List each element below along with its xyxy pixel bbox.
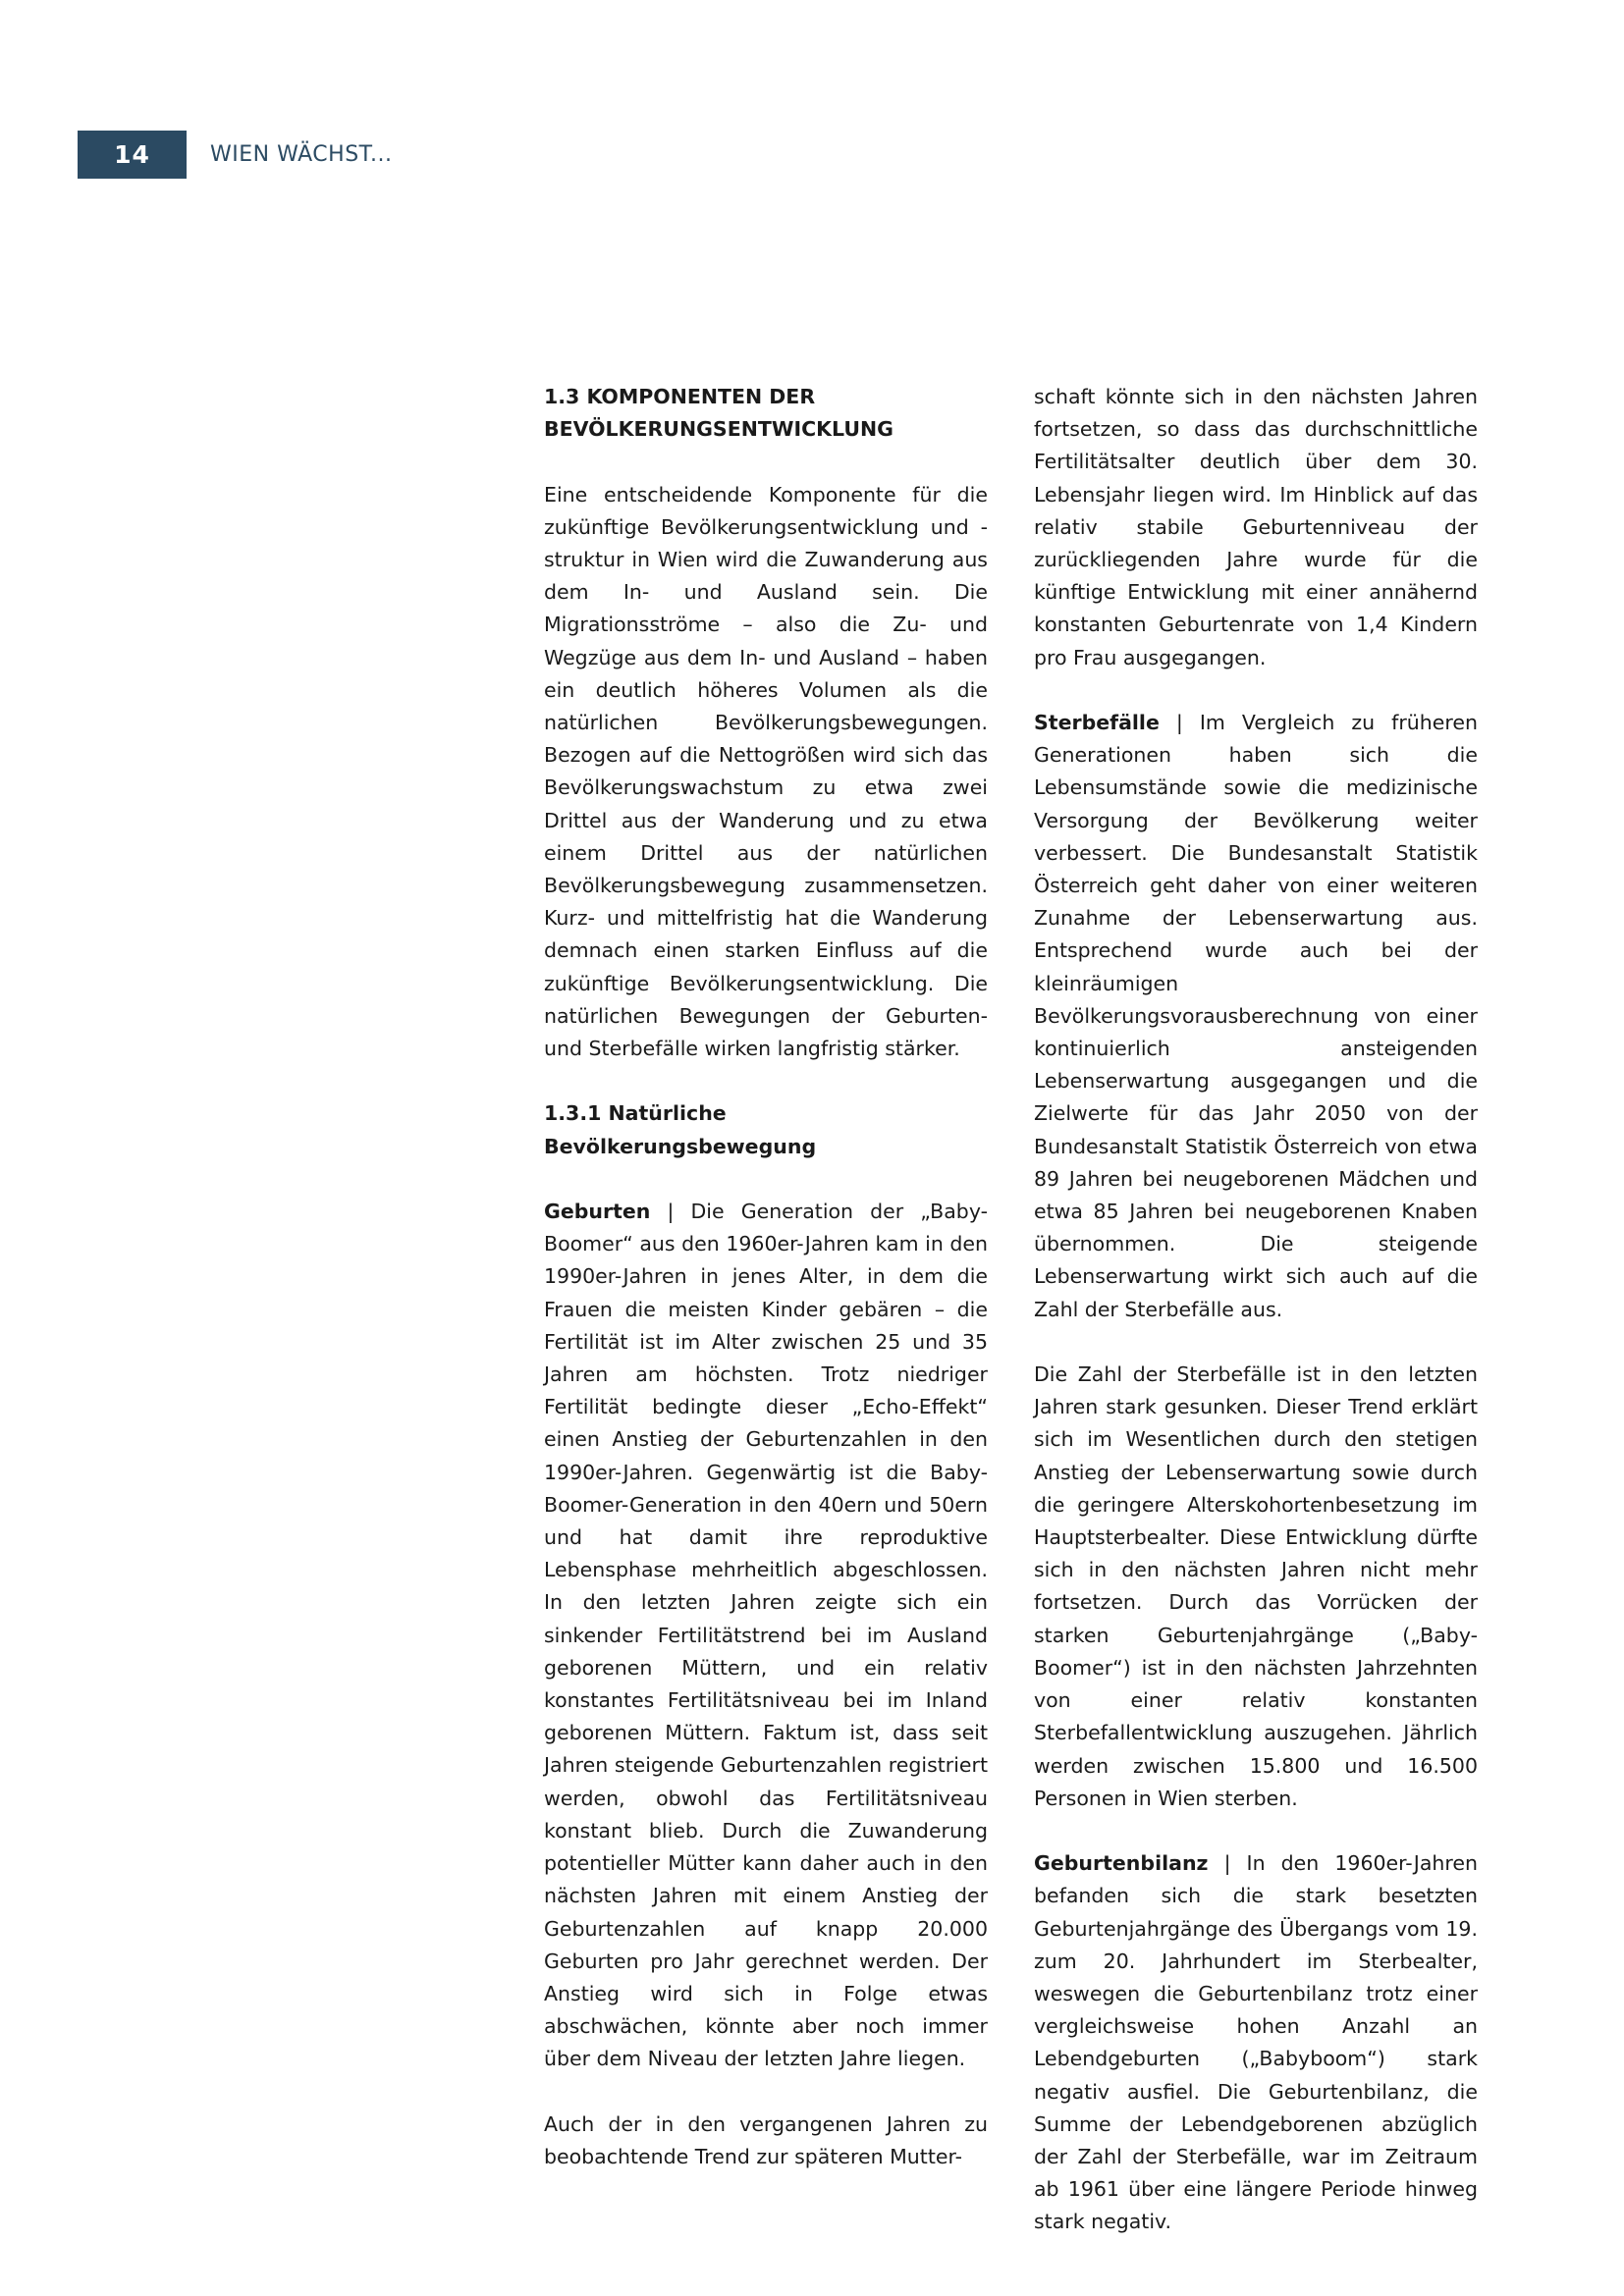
paragraph-geburten xyxy=(544,1196,988,2075)
paragraph-text-geburten: | Die Generation der „Baby-Boomer“ aus den 1960er-Jahren kam in den 1990er-Jahren in jenes Alter, in dem die Frauen die meisten Kinder gebären – die Fertilität ist im Alter zwischen 25 und 35 Jahren am höchsten. Trotz niedriger Fertilität bedingte dieser „Echo-Effekt“ einen Anstieg der Geburtenzahlen in den 1990er-Jahren. Gegenwärtig ist die Baby-Boomer-Generation in den 40ern und 50ern und hat damit ihre reproduktive Lebensphase mehrheitlich abgeschlossen. In den letzten Jahren zeigte sich ein sinkender Fertilitätstrend bei im Ausland geborenen Müttern, und ein relativ konstantes Fertilitätsniveau bei im Inland geborenen Müttern. Faktum ist, dass seit Jahren steigende Geburtenzahlen registriert werden, obwohl das Fertilitätsniveau konstant blieb. Durch die Zuwanderung potentieller Mütter kann daher auch in den nächsten Jahren mit einem Anstieg der Geburtenzahlen auf knapp 20.000 Geburten pro Jahr gerechnet werden. Der Anstieg wird sich in Folge etwas abschwächen, könnte aber noch immer über dem Niveau der letzten Jahre liegen. xyxy=(544,1200,988,2071)
paragraph-lead-sterbefaelle: Sterbefälle xyxy=(1034,711,1160,735)
paragraph-mutterschaft: Auch der in den vergangenen Jahren zu beobachtende Trend zur späteren Mutter- xyxy=(544,2111,988,2168)
paragraph-sterbefaelle xyxy=(1034,707,1478,1326)
paragraph-sterbefall-trend: Die Zahl der Sterbefälle ist in den letzten Jahren stark gesunken. Dieser Trend erklärt sich im Wesentlichen durch den stetigen Anstieg der Lebenserwartung sowie durch die geringere Alterskohortenbesetzung im Hauptsterbealter. Diese Entwicklung dürfte sich in den nächsten Jahren nicht mehr fortsetzen. Durch das Vorrücken der starken Geburtenjahrgänge („Baby-Boomer“) ist in den nächsten Jahrzehnten von einer relativ konstanten Sterbefallentwicklung auszugehen. Jährlich werden zwischen 15.800 und 16.500 Personen in Wien sterben. xyxy=(1034,1362,1478,1810)
paragraph-text-sterbefaelle: | Im Vergleich zu früheren Generationen haben sich die Lebensumstände sowie die medizinische Versorgung der Bevölkerung weiter verbessert. Die Bundesanstalt Statistik Österreich geht daher von einer weiteren Zunahme der Lebenserwartung aus. Entsprechend wurde auch bei der kleinräumigen Bevölkerungsvorausberechnung von einer kontinuierlich ansteigenden Lebenserwartung ausgegangen und die Zielwerte für das Jahr 2050 von der Bundesanstalt Statistik Österreich von etwa 89 Jahren bei neugeborenen Mädchen und etwa 85 Jahren bei neugeborenen Knaben übernommen. Die steigende Lebenserwartung wirkt sich auch auf die Zahl der Sterbefälle aus. xyxy=(1034,711,1478,1321)
section-heading-line1: 1.3 KOMPONENTEN DER xyxy=(544,385,816,408)
paragraph-lead-geburten: Geburten xyxy=(544,1200,651,1224)
paragraph-fertilitaet: schaft könnte sich in den nächsten Jahren fortsetzen, so dass das durchschnittliche Fertilitätsalter deutlich über dem 30. Lebensjahr liegen wird. Im Hinblick auf das relativ stabile Geburtenniveau der zurückliegenden Jahre wurde für die künftige Entwicklung mit einer annähernd konstanten Geburtenrate von 1,4 Kindern pro Frau ausgegangen. xyxy=(1034,385,1478,669)
right-column xyxy=(1034,381,1478,2239)
section-heading xyxy=(544,381,988,446)
sub-heading: 1.3.1 Natürliche Bevölkerungsbewegung xyxy=(544,1101,817,1158)
page-number: 14 xyxy=(78,131,187,179)
left-column xyxy=(544,381,988,2173)
paragraph-text-geburtenbilanz: | In den 1960er-Jahren befanden sich die stark besetzten Geburtenjahrgänge des Übergangs vom 19. zum 20. Jahrhundert im Sterbealter, weswegen die Geburtenbilanz trotz einer vergleichsweise hohen Anzahl an Lebendgeburten („Babyboom“) stark negativ ausfiel. Die Geburtenbilanz, die Summe der Lebendgeborenen abzüglich der Zahl der Sterbefälle, war im Zeitraum ab 1961 über eine längere Periode hinweg stark negativ. xyxy=(1034,1851,1478,2234)
paragraph-intro: Eine entscheidende Komponente für die zukünftige Bevölkerungsentwicklung und -struktur in Wien wird die Zuwanderung aus dem In- und Ausland sein. Die Migrationsströme – also die Zu- und Wegzüge aus dem In- und Ausland – haben ein deutlich höheres Volumen als die natürlichen Bevölkerungsbewegungen. Bezogen auf die Nettogrößen wird sich das Bevölkerungswachstum zu etwa zwei Drittel aus der Wanderung und zu etwa einem Drittel aus der natürlichen Bevölkerungsbewegung zusammensetzen. Kurz- und mittelfristig hat die Wanderung demnach einen starken Einfluss auf die zukünftige Bevölkerungsentwicklung. Die natürlichen Bewegungen der Geburten- und Sterbefälle wirken langfristig stärker. xyxy=(544,482,988,1061)
paragraph-lead-geburtenbilanz: Geburtenbilanz xyxy=(1034,1851,1209,1876)
running-title: WIEN WÄCHST... xyxy=(210,142,393,167)
paragraph-geburtenbilanz xyxy=(1034,1847,1478,2238)
section-heading-line2: BEVÖLKERUNGSENTWICKLUNG xyxy=(544,417,893,442)
